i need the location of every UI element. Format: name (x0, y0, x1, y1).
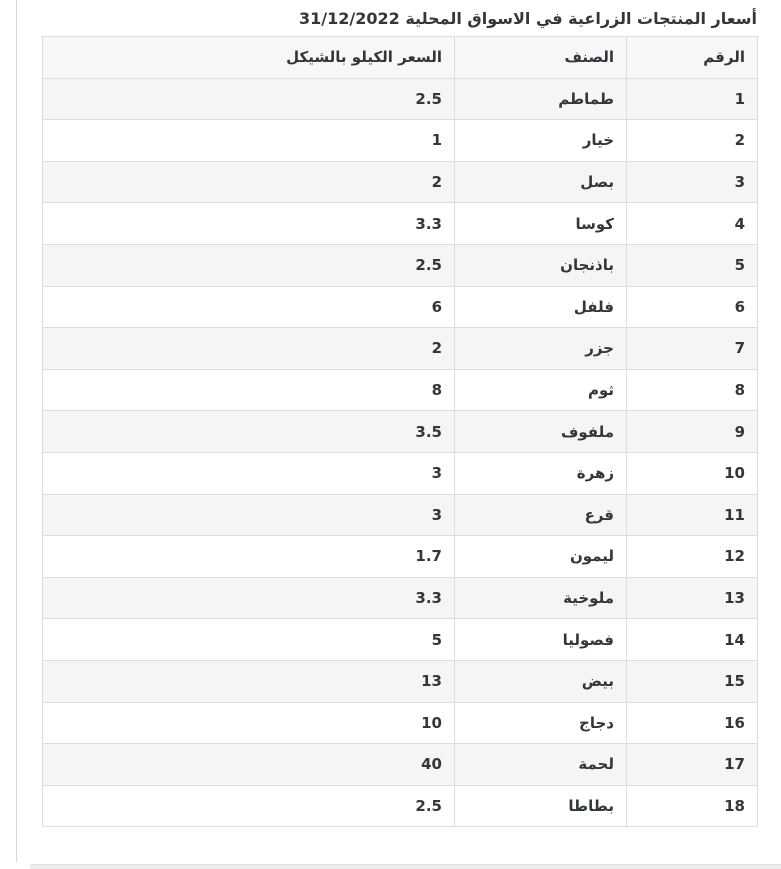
cell-number: 1 (627, 78, 758, 120)
table-row (43, 785, 758, 827)
page-left-border (16, 0, 17, 862)
cell-item: جزر (455, 328, 627, 370)
cell-item: دجاج (455, 702, 627, 744)
cell-item: بصل (455, 161, 627, 203)
cell-item: ملوخية (455, 577, 627, 619)
column-header-price: السعر الكيلو بالشيكل (43, 37, 455, 79)
table-row (43, 577, 758, 619)
table-row (43, 494, 758, 536)
table-row (43, 536, 758, 578)
cell-number: 12 (627, 536, 758, 578)
price-table-header (43, 37, 758, 79)
cell-price: 3.3 (43, 577, 455, 619)
cell-number: 17 (627, 744, 758, 786)
cell-number: 14 (627, 619, 758, 661)
table-row (43, 744, 758, 786)
cell-price: 2.5 (43, 785, 455, 827)
table-row (43, 286, 758, 328)
cell-price: 3 (43, 494, 455, 536)
cell-price: 40 (43, 744, 455, 786)
cell-item: فلفل (455, 286, 627, 328)
cell-item: فصوليا (455, 619, 627, 661)
cell-item: لحمة (455, 744, 627, 786)
cell-number: 13 (627, 577, 758, 619)
cell-number: 10 (627, 452, 758, 494)
cell-number: 18 (627, 785, 758, 827)
main-content (42, 0, 758, 827)
cell-number: 6 (627, 286, 758, 328)
cell-number: 11 (627, 494, 758, 536)
cell-item: ليمون (455, 536, 627, 578)
page-title: أسعار المنتجات الزراعية في الاسواق المحلية 31/12/2022 (299, 9, 757, 28)
cell-number: 8 (627, 369, 758, 411)
cell-price: 1.7 (43, 536, 455, 578)
cell-price: 6 (43, 286, 455, 328)
table-row (43, 244, 758, 286)
cell-number: 16 (627, 702, 758, 744)
cell-item: قرع (455, 494, 627, 536)
cell-price: 5 (43, 619, 455, 661)
cell-item: خيار (455, 120, 627, 162)
cell-number: 5 (627, 244, 758, 286)
price-table (42, 36, 758, 827)
table-row (43, 619, 758, 661)
table-row (43, 702, 758, 744)
cell-item: باذنجان (455, 244, 627, 286)
cell-item: كوسا (455, 203, 627, 245)
cell-item: بيض (455, 660, 627, 702)
table-row (43, 411, 758, 453)
column-header-item: الصنف (455, 37, 627, 79)
cell-price: 1 (43, 120, 455, 162)
table-row (43, 120, 758, 162)
cell-item: زهرة (455, 452, 627, 494)
cell-number: 2 (627, 120, 758, 162)
table-row (43, 328, 758, 370)
cell-price: 13 (43, 660, 455, 702)
cell-price: 3.5 (43, 411, 455, 453)
cell-number: 9 (627, 411, 758, 453)
cell-number: 4 (627, 203, 758, 245)
table-row (43, 78, 758, 120)
cell-price: 3.3 (43, 203, 455, 245)
cell-price: 10 (43, 702, 455, 744)
cell-number: 3 (627, 161, 758, 203)
cell-price: 2 (43, 161, 455, 203)
cell-item: طماطم (455, 78, 627, 120)
cell-price: 2 (43, 328, 455, 370)
cell-item: بطاطا (455, 785, 627, 827)
cell-price: 8 (43, 369, 455, 411)
cell-item: ملفوف (455, 411, 627, 453)
price-table-body (43, 78, 758, 827)
table-row (43, 161, 758, 203)
cell-price: 3 (43, 452, 455, 494)
table-row (43, 203, 758, 245)
column-header-number: الرقم (627, 37, 758, 79)
table-row (43, 660, 758, 702)
cell-number: 7 (627, 328, 758, 370)
cell-price: 2.5 (43, 78, 455, 120)
table-row (43, 452, 758, 494)
cell-price: 2.5 (43, 244, 455, 286)
cell-number: 15 (627, 660, 758, 702)
header-row (43, 37, 758, 79)
bottom-divider (30, 864, 781, 869)
cell-item: ثوم (455, 369, 627, 411)
table-row (43, 369, 758, 411)
